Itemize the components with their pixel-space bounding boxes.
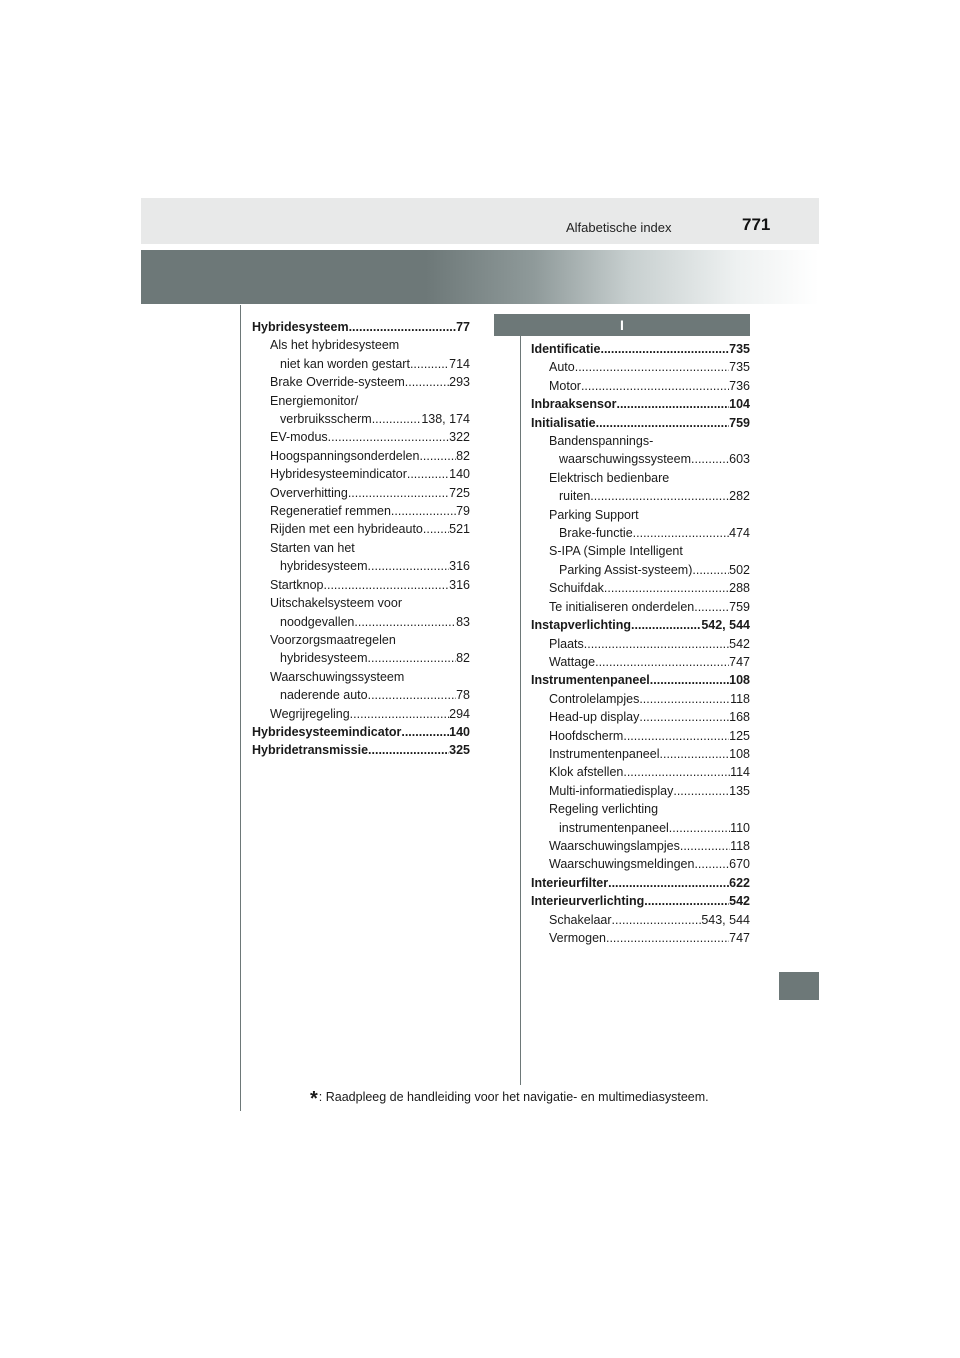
entry-page: 293 (449, 375, 470, 390)
index-subentry (531, 358, 750, 376)
index-entry (531, 671, 750, 689)
entry-term: noodgevallen (280, 614, 355, 629)
index-subentry (531, 727, 750, 745)
entry-term: Multi-informatiedisplay (549, 783, 674, 798)
leader-dots (324, 576, 450, 594)
entry-term: EV-modus (270, 430, 328, 445)
index-entry (252, 318, 470, 336)
entry-page: 294 (449, 706, 470, 721)
leader-dots (604, 579, 729, 597)
entry-term: ruiten (559, 489, 591, 504)
entry-term: Identificatie (531, 342, 601, 356)
index-subentry-continued (252, 557, 470, 575)
entry-page: 736 (729, 378, 750, 393)
leader-dots (694, 598, 729, 616)
entry-page: 135 (729, 783, 750, 798)
entry-term: Waarschuwingsmeldingen (549, 857, 695, 872)
entry-term: Hybridetransmissie (252, 743, 369, 758)
index-subentry (252, 576, 470, 594)
entry-page: 521 (449, 522, 470, 537)
entry-term: Schakelaar (549, 912, 612, 927)
entry-page: 747 (729, 654, 750, 669)
leader-dots (616, 395, 729, 413)
index-subentry (531, 855, 750, 873)
leader-dots (368, 741, 449, 759)
entry-page: 140 (449, 467, 470, 482)
entry-term: verbruiksscherm (280, 412, 372, 427)
index-subentry (531, 708, 750, 726)
header-bar (141, 198, 819, 244)
decorative-band (141, 250, 819, 304)
index-subentry-continued (531, 561, 750, 579)
leader-dots (368, 557, 450, 575)
entry-page: 542, 544 (701, 618, 750, 633)
leader-dots (419, 447, 456, 465)
index-subentry (252, 502, 470, 520)
entry-page: 118 (730, 838, 750, 853)
entry-page: 543, 544 (701, 912, 750, 927)
entry-page: 108 (729, 673, 750, 688)
index-subentry (252, 631, 470, 649)
index-entry (252, 741, 470, 759)
leader-dots (405, 373, 449, 391)
index-entry (531, 874, 750, 892)
index-subentry-continued (252, 613, 470, 631)
index-subentry-continued (252, 649, 470, 667)
entry-page: 83 (456, 614, 470, 629)
entry-page: 542 (729, 636, 750, 651)
entry-term: Controlelampjes (549, 691, 640, 706)
index-subentry (252, 594, 470, 612)
entry-page: 288 (729, 581, 750, 596)
entry-term: Inbraaksensor (531, 397, 617, 412)
index-entry (531, 892, 750, 910)
leader-dots (350, 705, 449, 723)
leader-dots (595, 653, 729, 671)
entry-term: Auto (549, 360, 575, 375)
index-subentry (252, 373, 470, 391)
index-subentry (252, 392, 470, 410)
page-number: 771 (742, 215, 771, 234)
leader-dots (623, 763, 730, 781)
entry-term: Rijden met een hybrideauto (270, 522, 423, 537)
index-subentry (252, 705, 470, 723)
letter-header: I (494, 314, 750, 336)
entry-page: 714 (449, 356, 470, 371)
entry-term: instrumentenpaneel (559, 820, 669, 835)
entry-page: 759 (729, 415, 750, 430)
entry-term: Motor (549, 378, 581, 393)
entry-page: 316 (449, 577, 470, 592)
leader-dots (423, 520, 449, 538)
entry-page: 747 (729, 931, 750, 945)
index-subentry (531, 745, 750, 763)
index-subentry (531, 579, 750, 597)
entry-term: Voorzorgsmaatregelen (270, 632, 396, 647)
leader-dots (633, 524, 729, 542)
entry-term: Schuifdak (549, 581, 604, 596)
entry-page: 316 (449, 559, 470, 574)
entry-term: naderende auto (280, 688, 368, 703)
leader-dots (644, 892, 729, 910)
index-subentry (252, 668, 470, 686)
entry-term: Instrumentenpaneel (531, 673, 650, 688)
left-rule (240, 305, 241, 1111)
entry-page: 322 (449, 430, 470, 445)
entry-page: 542 (729, 894, 750, 909)
entry-page: 110 (730, 820, 750, 835)
index-subentry (252, 520, 470, 538)
chapter-tab (779, 972, 819, 1000)
leader-dots (581, 377, 729, 395)
entry-page: 725 (449, 485, 470, 500)
entry-term: Vermogen (549, 931, 606, 945)
index-subentry (531, 506, 750, 524)
entry-term: Instapverlichting (531, 618, 632, 633)
entry-page: 168 (729, 710, 750, 725)
entry-term: Parking Assist-systeem) (559, 562, 693, 577)
index-subentry (531, 782, 750, 800)
entry-term: Elektrisch bedienbare (549, 470, 670, 485)
entry-term: Uitschakelsysteem voor (270, 596, 402, 611)
entry-page: 325 (449, 743, 470, 758)
entry-page: 603 (729, 452, 750, 467)
leader-dots (650, 671, 729, 689)
index-column-right (531, 340, 750, 947)
section-title: Alfabetische index (566, 220, 672, 235)
entry-term: Parking Support (549, 507, 639, 522)
leader-dots (368, 686, 457, 704)
entry-term: Regeneratief remmen (270, 504, 391, 519)
index-subentry (531, 800, 750, 818)
entry-term: Energiemonitor/ (270, 393, 359, 408)
entry-term: Regeling verlichting (549, 802, 659, 817)
entry-page: 282 (729, 489, 750, 504)
entry-page: 735 (729, 360, 750, 375)
entry-term: Klok afstellen (549, 765, 624, 780)
index-subentry (252, 465, 470, 483)
entry-term: Hybridesysteemindicator (252, 724, 402, 739)
index-entry (531, 616, 750, 634)
index-subentry (252, 539, 470, 557)
entry-term: niet kan worden gestart (280, 356, 410, 371)
index-subentry (531, 598, 750, 616)
entry-term: Head-up display (549, 710, 640, 725)
entry-term: Te initialiseren onderdelen (549, 599, 695, 614)
leader-dots (407, 465, 449, 483)
leader-dots (372, 410, 422, 428)
entry-term: Waarschuwingslampjes (549, 838, 680, 853)
footnote-marker: * (310, 1088, 318, 1110)
entry-term: hybridesysteem (280, 651, 368, 666)
entry-term: Wegrijregeling (270, 706, 350, 721)
entry-page: 735 (729, 342, 750, 356)
entry-page: 77 (456, 320, 470, 334)
leader-dots (401, 723, 449, 741)
entry-page: 78 (456, 688, 470, 703)
index-subentry (531, 542, 750, 560)
index-subentry (252, 484, 470, 502)
index-subentry (531, 690, 750, 708)
leader-dots (680, 837, 730, 855)
index-subentry (531, 763, 750, 781)
entry-term: Interieurverlichting (531, 894, 645, 909)
leader-dots (368, 649, 457, 667)
entry-term: Waarschuwingssysteem (270, 669, 405, 684)
entry-term: Plaats (549, 636, 584, 651)
index-subentry-continued (531, 819, 750, 837)
entry-page: 502 (729, 562, 750, 577)
leader-dots (623, 727, 729, 745)
footnote (310, 1088, 709, 1111)
leader-dots (590, 487, 729, 505)
entry-page: 108 (729, 746, 750, 761)
leader-dots (349, 318, 457, 336)
entry-page: 104 (729, 397, 750, 412)
leader-dots (694, 855, 729, 873)
entry-term: S-IPA (Simple Intelligent (549, 544, 683, 559)
leader-dots (692, 561, 729, 579)
leader-dots (348, 484, 449, 502)
entry-term: Wattage (549, 654, 596, 669)
entry-page: 82 (456, 448, 470, 463)
index-subentry (252, 447, 470, 465)
leader-dots (612, 911, 702, 929)
index-subentry (531, 837, 750, 855)
index-subentry (531, 911, 750, 929)
index-subentry (531, 635, 750, 653)
leader-dots (660, 745, 730, 763)
entry-term: Hybridesysteem (252, 320, 349, 334)
leader-dots (608, 874, 729, 892)
leader-dots (584, 635, 729, 653)
leader-dots (328, 428, 449, 446)
footnote-text: : Raadpleeg de handleiding voor het navigatie- en multimediasysteem. (318, 1090, 709, 1104)
leader-dots (600, 340, 729, 358)
entry-term: Instrumentenpaneel (549, 746, 660, 761)
entry-term: Starten van het (270, 540, 355, 555)
entry-term: Interieurfilter (531, 875, 609, 890)
leader-dots (354, 613, 456, 631)
entry-term: Als het hybridesysteem (270, 338, 400, 353)
entry-page: 118 (730, 691, 750, 706)
entry-term: Brake Override-systeem (270, 375, 405, 390)
index-subentry (531, 653, 750, 671)
entry-term: Startknop (270, 577, 324, 592)
entry-page: 474 (729, 526, 750, 541)
entry-page: 140 (449, 724, 470, 739)
entry-page: 670 (729, 857, 750, 872)
leader-dots (669, 819, 730, 837)
index-entry (252, 723, 470, 741)
entry-term: hybridesysteem (280, 559, 368, 574)
entry-term: Hoogspanningsonderdelen (270, 448, 420, 463)
index-subentry-continued (252, 355, 470, 373)
entry-page: 82 (456, 651, 470, 666)
index-entry (531, 414, 750, 432)
leader-dots (391, 502, 456, 520)
index-subentry (531, 929, 750, 947)
entry-term: Oververhitting (270, 485, 348, 500)
column-divider (520, 333, 521, 1085)
entry-term: waarschuwingssysteem (559, 452, 691, 467)
entry-page: 125 (729, 728, 750, 743)
leader-dots (575, 358, 729, 376)
leader-dots (639, 708, 729, 726)
index-column-left (252, 318, 470, 760)
index-subentry (531, 432, 750, 450)
entry-page: 114 (730, 765, 750, 780)
leader-dots (410, 355, 449, 373)
index-subentry (252, 428, 470, 446)
index-subentry-continued (531, 524, 750, 542)
index-subentry-continued (252, 686, 470, 704)
leader-dots (631, 616, 701, 634)
entry-page: 759 (729, 599, 750, 614)
entry-term: Bandenspannings- (549, 434, 654, 449)
index-subentry (531, 469, 750, 487)
entry-term: Initialisatie (531, 415, 596, 430)
leader-dots (673, 782, 729, 800)
index-subentry (531, 377, 750, 395)
entry-page: 622 (729, 875, 750, 890)
leader-dots (691, 450, 729, 468)
entry-page: 138, 174 (421, 412, 470, 427)
index-entry (531, 340, 750, 358)
leader-dots (596, 414, 730, 432)
leader-dots (606, 929, 729, 947)
index-subentry-continued (531, 487, 750, 505)
entry-term: Hoofdscherm (549, 728, 624, 743)
entry-term: Brake-functie (559, 526, 633, 541)
entry-term: Hybridesysteemindicator (270, 467, 407, 482)
index-subentry-continued (531, 450, 750, 468)
index-subentry-continued (252, 410, 470, 428)
leader-dots (639, 690, 730, 708)
index-entry (531, 395, 750, 413)
entry-page: 79 (456, 504, 470, 519)
index-subentry (252, 336, 470, 354)
